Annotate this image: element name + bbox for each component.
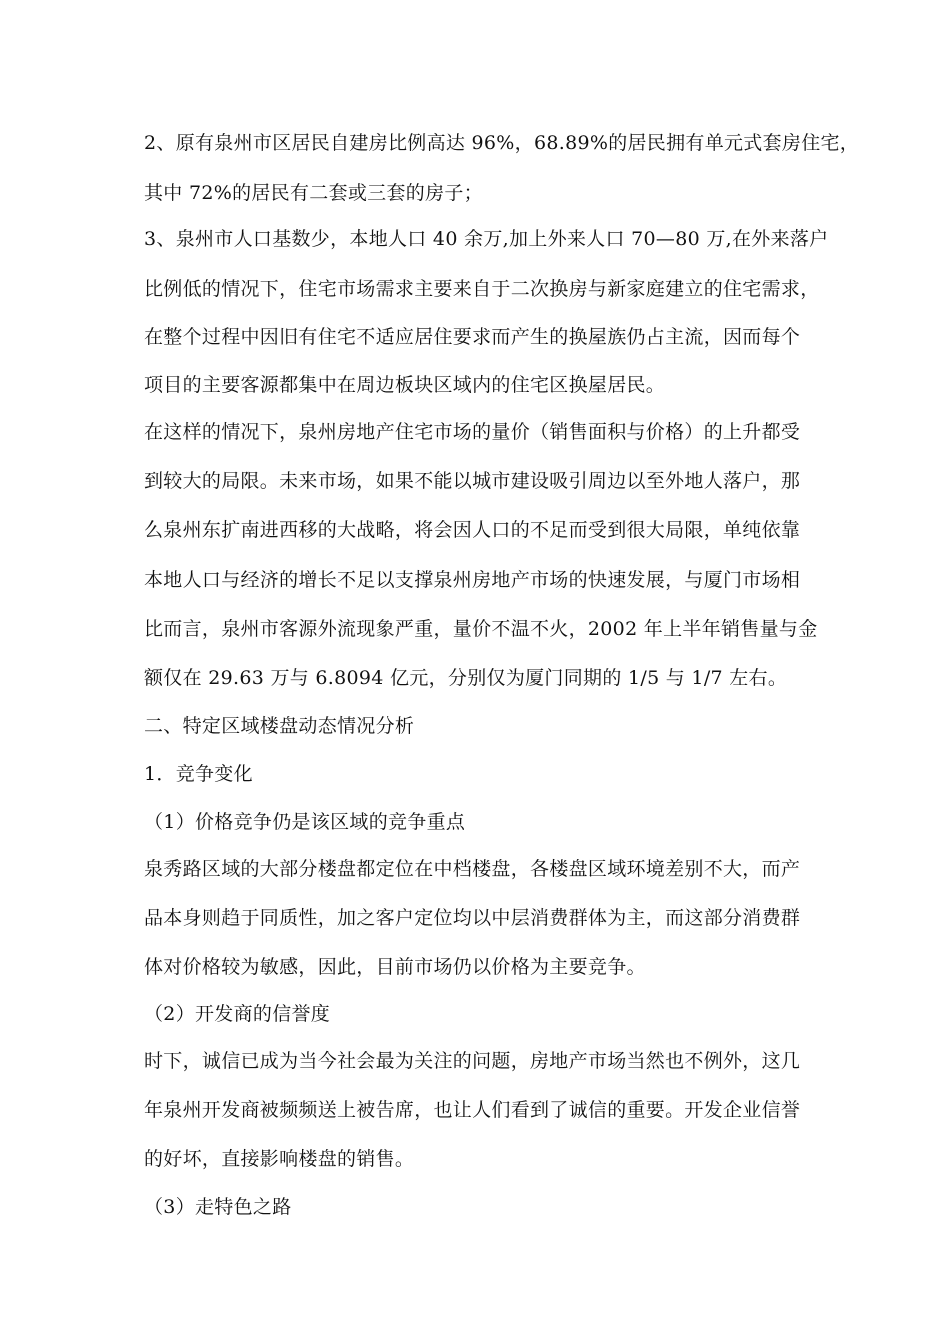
text-line: 的好坏，直接影响楼盘的销售。: [144, 1148, 415, 1170]
item-heading: （3）走特色之路: [144, 1196, 292, 1218]
text-line: 在整个过程中因旧有住宅不适应居住要求而产生的换屋族仍占主流，因而每个: [144, 326, 801, 348]
text-line: 在这样的情况下，泉州房地产住宅市场的量价（销售面积与价格）的上升都受: [144, 421, 801, 443]
text-line: 泉秀路区域的大部分楼盘都定位在中档楼盘，各楼盘区域环境差别不大，而产: [144, 858, 801, 880]
text-line: 项目的主要客源都集中在周边板块区域内的住宅区换屋居民。: [144, 374, 666, 396]
subsection-heading: 1．竞争变化: [144, 763, 253, 785]
text-line: 本地人口与经济的增长不足以支撑泉州房地产市场的快速发展，与厦门市场相: [144, 569, 801, 591]
section-heading: 二、特定区域楼盘动态情况分析: [144, 715, 415, 737]
text-line: 额仅在 29.63 万与 6.8094 亿元，分别仅为厦门同期的 1/5 与 1/7 左右。: [144, 667, 788, 689]
item-heading: （1）价格竞争仍是该区域的竞争重点: [144, 811, 466, 833]
text-line: 2、原有泉州市区居民自建房比例高达 96%，68.89%的居民拥有单元式套房住宅，: [144, 132, 860, 154]
text-line: 时下，诚信已成为当今社会最为关注的问题，房地产市场当然也不例外，这几: [144, 1050, 801, 1072]
text-line: 到较大的局限。未来市场，如果不能以城市建设吸引周边以至外地人落户，那: [144, 470, 801, 492]
item-heading: （2）开发商的信誉度: [144, 1003, 331, 1025]
text-line: 3、泉州市人口基数少，本地人口 40 余万,加上外来人口 70—80 万,在外来落户: [144, 228, 829, 250]
text-line: 比而言，泉州市客源外流现象严重，量价不温不火，2002 年上半年销售量与金: [144, 618, 818, 640]
text-line: 体对价格较为敏感，因此，目前市场仍以价格为主要竞争。: [144, 956, 646, 978]
text-line: 比例低的情况下，住宅市场需求主要来自于二次换房与新家庭建立的住宅需求，: [144, 278, 820, 300]
text-line: 么泉州东扩南进西移的大战略，将会因人口的不足而受到很大局限，单纯依靠: [144, 519, 801, 541]
text-line: 其中 72%的居民有二套或三套的房子；: [144, 182, 483, 204]
text-line: 年泉州开发商被频频送上被告席，也让人们看到了诚信的重要。开发企业信誉: [144, 1099, 801, 1121]
text-line: 品本身则趋于同质性，加之客户定位均以中层消费群体为主，而这部分消费群: [144, 907, 801, 929]
